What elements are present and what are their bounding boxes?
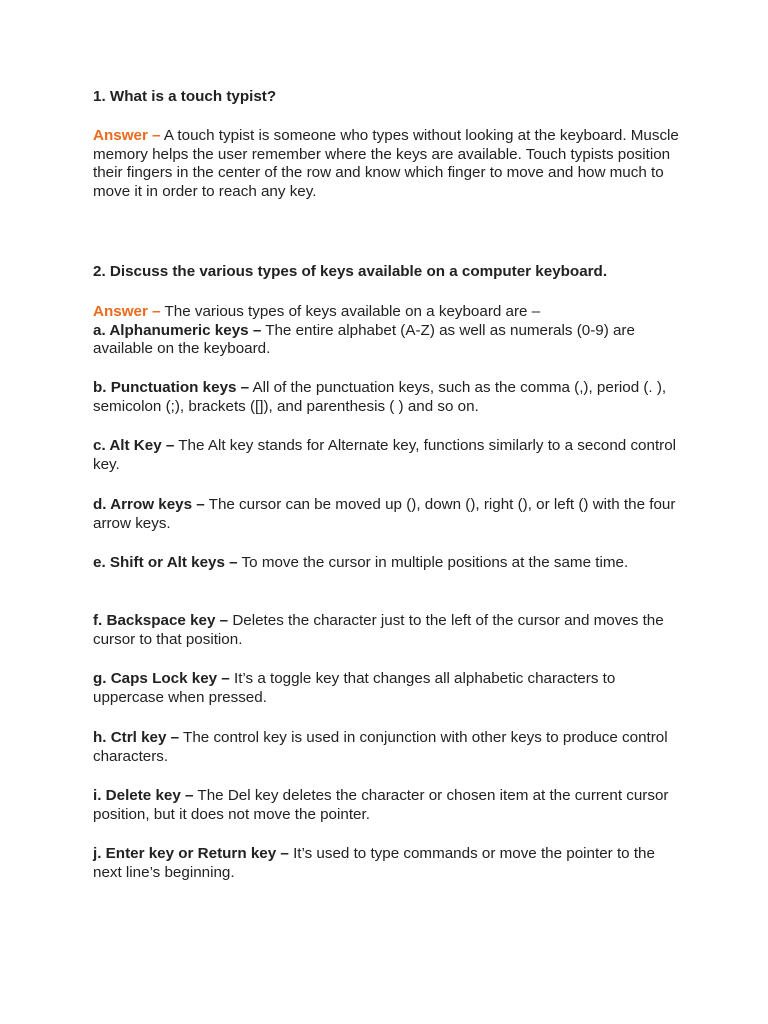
key-desc: The Del key deletes the character or chosen item at the current cursor position, but it does not move the pointer. [93,787,669,823]
key-term-alphanumeric: a. Alphanumeric keys – [93,321,262,339]
list-item-backspace [93,612,683,649]
question-1-answer [93,127,683,201]
key-desc: The Alt key stands for Alternate key, functions similarly to a second control key. [93,437,677,473]
list-item-punctuation [93,379,683,416]
key-term: i. Delete key – [93,787,194,804]
list-item-caps-lock [93,670,683,707]
list-item-ctrl [93,729,683,766]
key-term: f. Backspace key – [93,612,229,629]
answer-label: Answer – [93,127,161,144]
key-term: e. Shift or Alt keys – [93,554,238,571]
key-term: d. Arrow keys – [93,496,205,513]
key-desc: It’s used to type commands or move the pointer to the next line’s beginning. [93,845,655,881]
answer-label: Answer – [93,303,161,320]
key-desc-alphanumeric: The entire alphabet (A-Z) as well as numerals (0-9) are available on the keyboard. [93,321,635,357]
question-2-answer [93,303,683,359]
key-desc: To move the cursor in multiple positions at the same time. [237,554,629,571]
list-item-enter [93,845,683,882]
key-term: j. Enter key or Return key – [93,845,289,862]
list-item-shift-alt [93,554,683,573]
key-term: b. Punctuation keys – [93,379,250,396]
key-term: c. Alt Key – [93,437,175,454]
key-desc: Deletes the character just to the left of the cursor and moves the cursor to that position. [93,612,664,648]
key-desc: The control key is used in conjunction with other keys to produce control characters. [93,729,668,765]
key-desc: It’s a toggle key that changes all alphabetic characters to uppercase when pressed. [93,670,616,706]
list-item-arrow [93,496,683,533]
key-term: g. Caps Lock key – [93,670,230,687]
list-item-delete [93,787,683,824]
question-1-heading: 1. What is a touch typist? [93,88,277,105]
key-term: h. Ctrl key – [93,729,180,746]
answer-intro: The various types of keys available on a keyboard are – [160,303,541,320]
list-item-alt [93,437,683,474]
question-2-heading: 2. Discuss the various types of keys available on a computer keyboard. [93,263,608,280]
key-desc: The cursor can be moved up (), down (), right (), or left () with the four arrow keys. [93,496,676,532]
key-desc: All of the punctuation keys, such as the comma (,), period (. ), semicolon (;), brackets ([]), and parenthesis ( ) and so on. [93,379,667,415]
answer-text: A touch typist is someone who types without looking at the keyboard. Muscle memory helps the user remember where the keys are available. Touch typists position their fingers in the center of the row and know which finger to move and how much to move it in order to reach any key. [93,127,679,200]
